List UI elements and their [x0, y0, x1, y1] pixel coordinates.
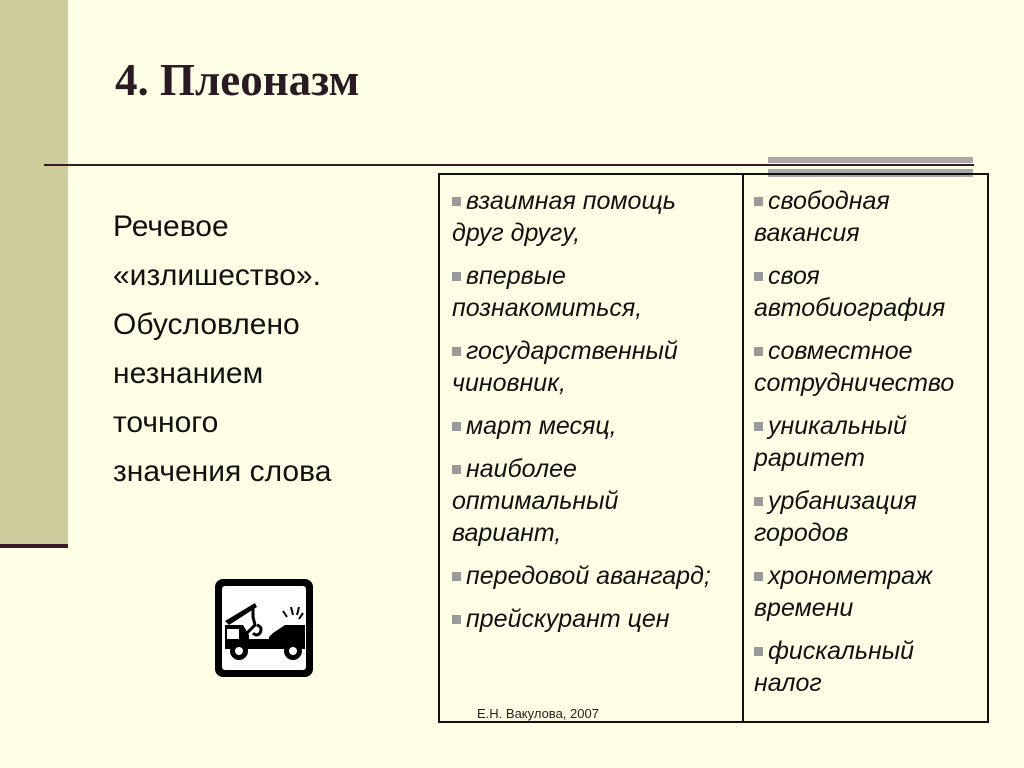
definition-line: точного [113, 406, 219, 439]
list-item [754, 635, 979, 699]
bullet-icon [754, 197, 763, 206]
list-item-text: государственный чиновник, [452, 337, 678, 397]
list-item [452, 560, 734, 592]
examples-column-left [439, 174, 743, 722]
list-item [452, 335, 734, 399]
list-item [452, 410, 734, 442]
list-item-text: свободная вакансия [754, 187, 890, 247]
list-item-text: своя автобиография [754, 262, 946, 322]
left-decor-bar [0, 0, 68, 548]
list-item-text: совместное сотрудничество [754, 337, 955, 397]
bullet-icon [754, 272, 763, 281]
bullet-icon [452, 422, 461, 431]
definition-line: незнанием [113, 357, 264, 390]
definition-line: Обусловлено [113, 308, 300, 341]
bullet-icon [452, 615, 461, 624]
list-item [754, 335, 979, 399]
bullet-icon [452, 347, 461, 356]
bullet-icon [754, 422, 763, 431]
definition-line: значения слова [113, 455, 332, 488]
list-item [754, 260, 979, 324]
bullet-icon [754, 647, 763, 656]
bullet-icon [754, 347, 763, 356]
list-item-text: передовой авангард; [466, 562, 711, 590]
list-item [754, 185, 979, 249]
list-item-text: прейскурант цен [466, 605, 670, 633]
bullet-icon [754, 497, 763, 506]
bullet-icon [452, 272, 461, 281]
list-item-text: март месяц, [466, 412, 617, 440]
definition-line: Речевое [113, 210, 229, 243]
list-item-text: наиболее оптимальный вариант, [452, 455, 619, 547]
author-credit: Е.Н. Вакулова, 2007 [477, 706, 599, 721]
list-item [754, 410, 979, 474]
list-item-text: урбанизация городов [754, 487, 917, 547]
bullet-icon [452, 197, 461, 206]
list-item [452, 603, 734, 635]
tow-truck-icon [213, 577, 315, 679]
list-item-text: фискальный налог [754, 637, 915, 697]
list-item [452, 453, 734, 549]
definition-line: «излишество». [113, 259, 321, 292]
list-item-text: хронометраж времени [754, 562, 933, 622]
list-item-text: впервые познакомиться, [452, 262, 643, 322]
list-item [452, 185, 734, 249]
list-item [754, 560, 979, 624]
bullet-icon [754, 572, 763, 581]
slide-title: 4. Плеоназм [115, 55, 360, 105]
list-item-text: взаимная помощь друг другу, [452, 187, 676, 247]
examples-column-right [743, 174, 988, 722]
bullet-icon [452, 572, 461, 581]
bullet-icon [452, 465, 461, 474]
left-decor-bar-edge [0, 544, 68, 548]
list-item [754, 485, 979, 549]
pleonasm-examples-table [438, 173, 989, 723]
definition-text [113, 202, 383, 496]
list-item [452, 260, 734, 324]
list-item-text: уникальный раритет [754, 412, 907, 472]
